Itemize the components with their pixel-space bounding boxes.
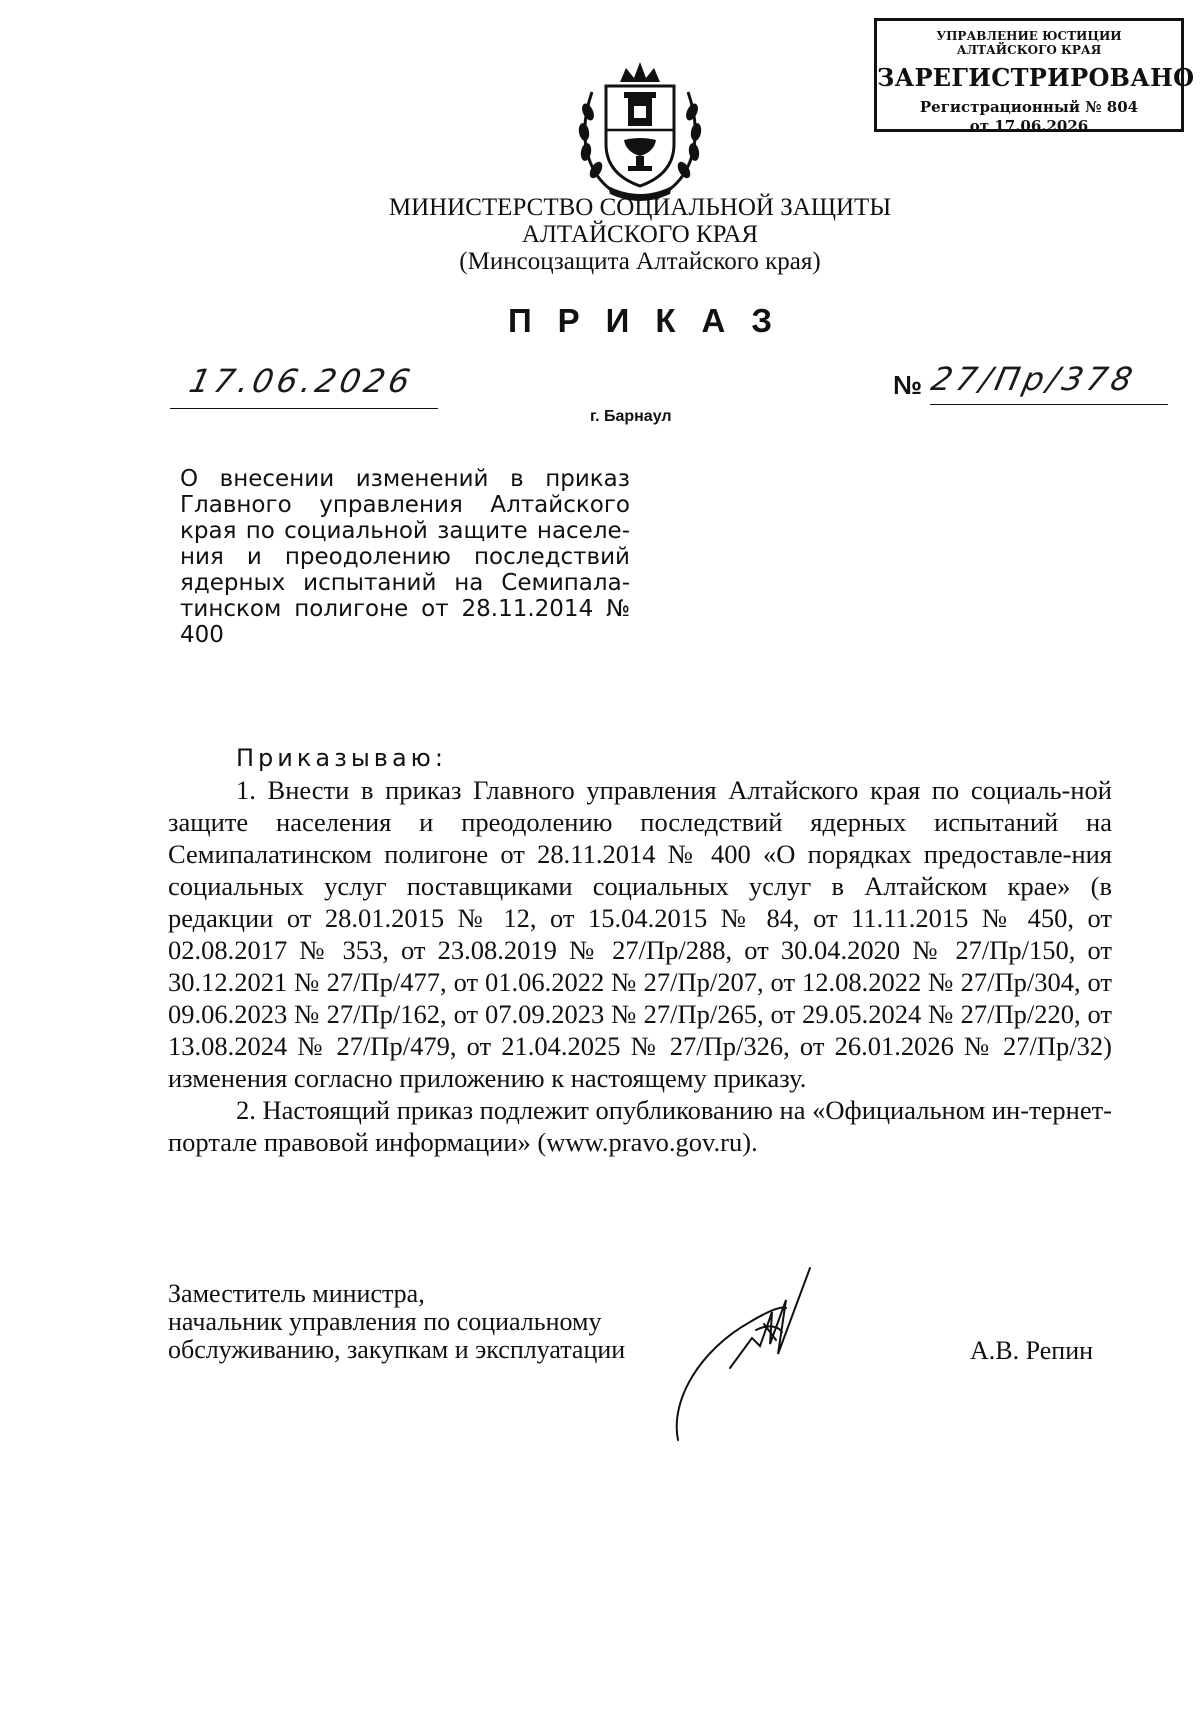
signer-position-line3: обслуживанию, закупкам и эксплуатации <box>168 1335 626 1364</box>
stamp-authority: УПРАВЛЕНИЕ ЮСТИЦИИ АЛТАЙСКОГО КРАЯ <box>936 29 1122 57</box>
document-type: ПРИКАЗ <box>507 302 799 339</box>
ministry-short-name: (Минсоцзащита Алтайского края) <box>459 248 821 275</box>
handwritten-signature-icon <box>660 1250 890 1450</box>
coat-of-arms-icon <box>574 52 706 204</box>
order-date-field <box>170 362 438 409</box>
stamp-status: ЗАРЕГИСТРИРОВАНО <box>877 63 1195 92</box>
ministry-name-line2: АЛТАЙСКОГО КРАЯ <box>521 221 759 248</box>
signer-position-line1: Заместитель министра, <box>168 1279 425 1308</box>
order-date: 17.06.2026 <box>185 362 418 400</box>
stamp-registration-number: Регистрационный № 804 <box>919 98 1139 116</box>
ministry-name-line1: МИНИСТЕРСТВО СОЦИАЛЬНОЙ ЗАЩИТЫ <box>388 194 892 221</box>
decree-word: Приказываю: <box>236 744 447 772</box>
stamp-date: от 17.06.2026 <box>969 117 1089 135</box>
ministry-header <box>300 194 980 275</box>
order-item-2: 2. Настоящий приказ подлежит опубликованию на «Официальном ин-тернет-портале правовой информации» (www.pravo.gov.ru). <box>168 1095 1112 1157</box>
signer-position <box>168 1280 688 1364</box>
signer-name: А.В. Репин <box>970 1336 1094 1365</box>
order-item-1: 1. Внести в приказ Главного управления Алтайского края по социаль-ной защите населения и преодолению последствий ядерных испытаний на Семипалатинском полигоне от 28.11.2014 № 400 «О порядках предоставле-ния социальных услуг поставщиками социальных услуг в Алтайском крае» (в редакции от 28.01.2015 № 12, от 15.04.2015 № 84, от 11.11.2015 № 450, от 02.08.2017 № 353, от 23.08.2019 № 27/Пр/288, от 30.04.2020 № 27/Пр/150, от 30.12.2021 № 27/Пр/477, от 01.06.2022 № 27/Пр/207, от 12.08.2022 № 27/Пр/304, от 09.06.2023 № 27/Пр/162, от 07.09.2023 № 27/Пр/265, от 29.05.2024 № 27/Пр/220, от 13.08.2024 № 27/Пр/479, от 21.04.2025 № 27/Пр/326, от 26.01.2026 № 27/Пр/32) изменения согласно приложению к настоящему приказу. <box>168 775 1112 1093</box>
order-subject: О внесении изменений в приказ Главного управления Алтайского края по социальной защите населе-ния и преодолению последствий ядерных испытаний на Семипала-тинском полигоне от 28.11.2014 № 400 <box>180 466 630 648</box>
order-number: 27/Пр/378 <box>927 360 1140 398</box>
order-number-label: № <box>893 370 922 400</box>
city: г. Барнаул <box>590 408 672 425</box>
registration-stamp <box>874 18 1195 135</box>
signer-position-line2: начальник управления по социальному <box>168 1307 602 1336</box>
order-number-field <box>927 360 1168 405</box>
order-body <box>168 742 1112 1158</box>
